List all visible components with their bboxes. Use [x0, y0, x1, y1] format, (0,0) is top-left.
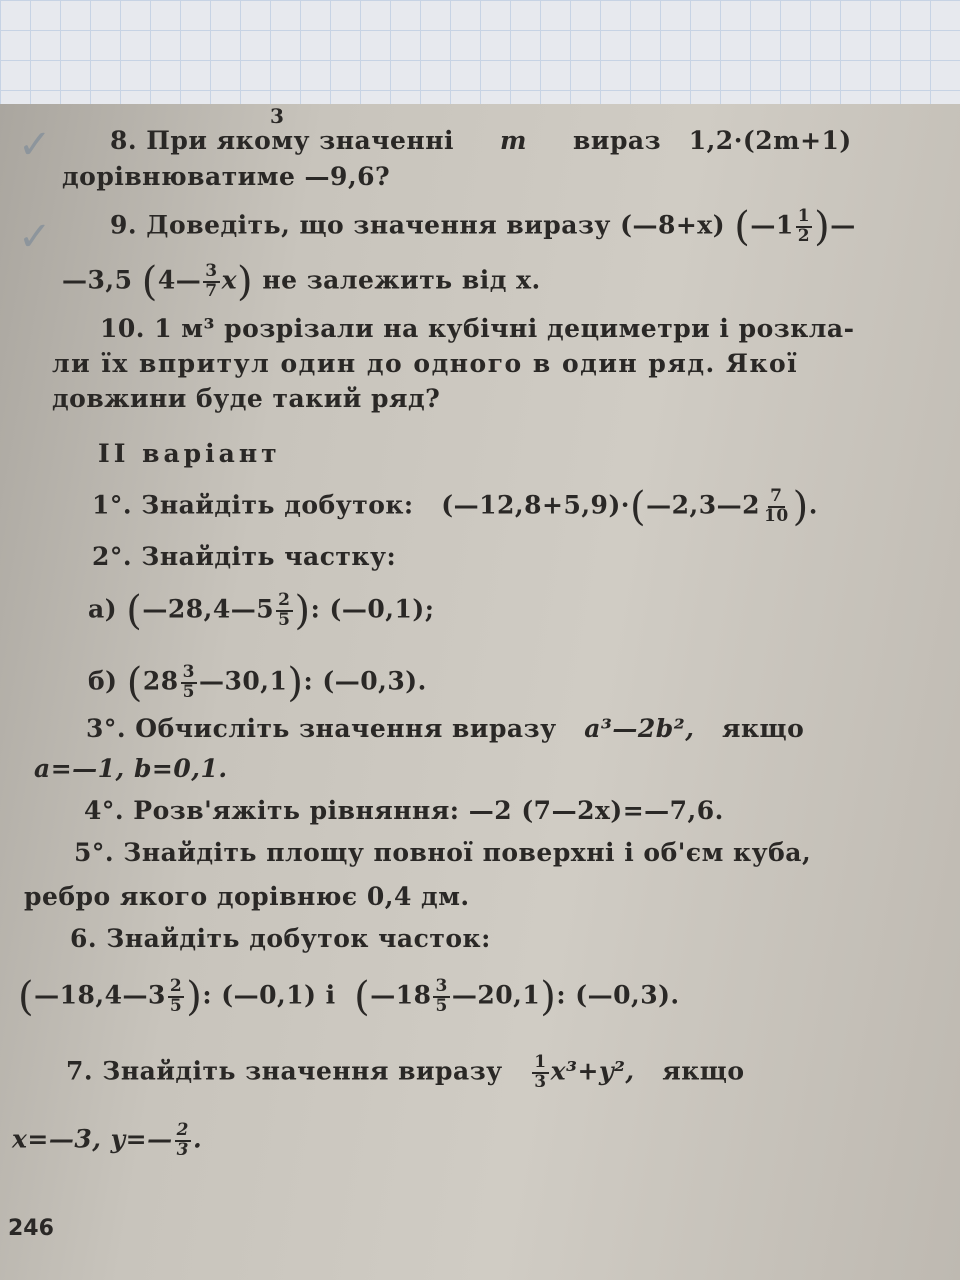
fraction: $\frac{1}{2}$: [797, 206, 811, 246]
fraction: $\frac{3}{5}$: [435, 976, 448, 1016]
fraction: $\frac{2}{3}$: [176, 1120, 189, 1160]
fraction: $\frac{3}{7}$: [205, 261, 218, 301]
top-fragment: 3: [270, 104, 285, 128]
fraction: $\frac{1}{3}$: [534, 1052, 547, 1092]
problem-v2-1: 1°. Знайдіть добуток: (—12,8+5,9)·(—2,3—2 $\frac{7}{10}$ ).: [92, 484, 818, 530]
problem-v2-6: 6. Знайдіть добуток часток:: [70, 924, 491, 953]
problem-v2-2b: б) (28 $\frac{3}{5}$ —30,1): (—0,3).: [88, 660, 427, 706]
fraction: $\frac{2}{5}$: [278, 590, 291, 630]
problem-9-line-2: —3,5 (4— $\frac{3}{7}$ x) не залежить від x.: [62, 259, 541, 305]
check-mark-icon: ✓: [18, 214, 52, 260]
problem-8-line-1: 8. При якому значенні m вираз 1,2·(2m+1): [110, 126, 852, 155]
problem-10-line-1: 10. 1 м³ розрізали на кубічні дециметри і розкла-: [100, 314, 855, 343]
problem-v2-4: 4°. Розв'яжіть рівняння: —2 (7—2x)=—7,6.: [84, 796, 724, 825]
fraction: $\frac{3}{5}$: [182, 662, 195, 702]
fraction: $\frac{7}{10}$: [764, 486, 789, 526]
problem-v2-5-line-2: ребро якого дорівнює 0,4 дм.: [24, 882, 470, 911]
problem-v2-6-expressions: (—18,4—3 $\frac{2}{5}$ ): (—0,1) і (—18 $\frac{3}{5}$ —20,1): (—0,3).: [18, 974, 680, 1020]
problem-v2-2: 2°. Знайдіть частку:: [92, 542, 397, 571]
fraction: $\frac{2}{5}$: [169, 976, 183, 1016]
problem-v2-5-line-1: 5°. Знайдіть площу повної поверхні і об'єм куба,: [74, 838, 812, 867]
notebook-sheet: [0, 0, 960, 112]
problem-10-line-2: ли їх впритул один до одного в один ряд. Якої: [52, 349, 799, 378]
check-mark-icon: ✓: [18, 122, 52, 168]
problem-9-line-1: 9. Доведіть, що значення виразу (—8+x) (—1 $\frac{1}{2}$ )—: [110, 204, 856, 250]
problem-v2-2a: а) (—28,4—5 $\frac{2}{5}$ ): (—0,1);: [88, 588, 435, 634]
page-number: 246: [8, 1216, 54, 1241]
problem-10-line-3: довжини буде такий ряд?: [52, 384, 441, 413]
variant-title: II варіант: [98, 439, 281, 468]
problem-v2-7-line-1: 7. Знайдіть значення виразу $\frac{1}{3}$ x³+y², якщо: [66, 1052, 745, 1092]
problem-v2-3-line-2: a=—1, b=0,1.: [34, 754, 228, 783]
textbook-page: [0, 104, 960, 1280]
problem-v2-7-line-2: x=—3, y=— $\frac{2}{3}$ .: [12, 1120, 203, 1160]
problem-v2-3-line-1: 3°. Обчисліть значення виразу a³—2b², якщо: [86, 714, 805, 743]
problem-8-line-2: дорівнюватиме —9,6?: [62, 162, 391, 191]
